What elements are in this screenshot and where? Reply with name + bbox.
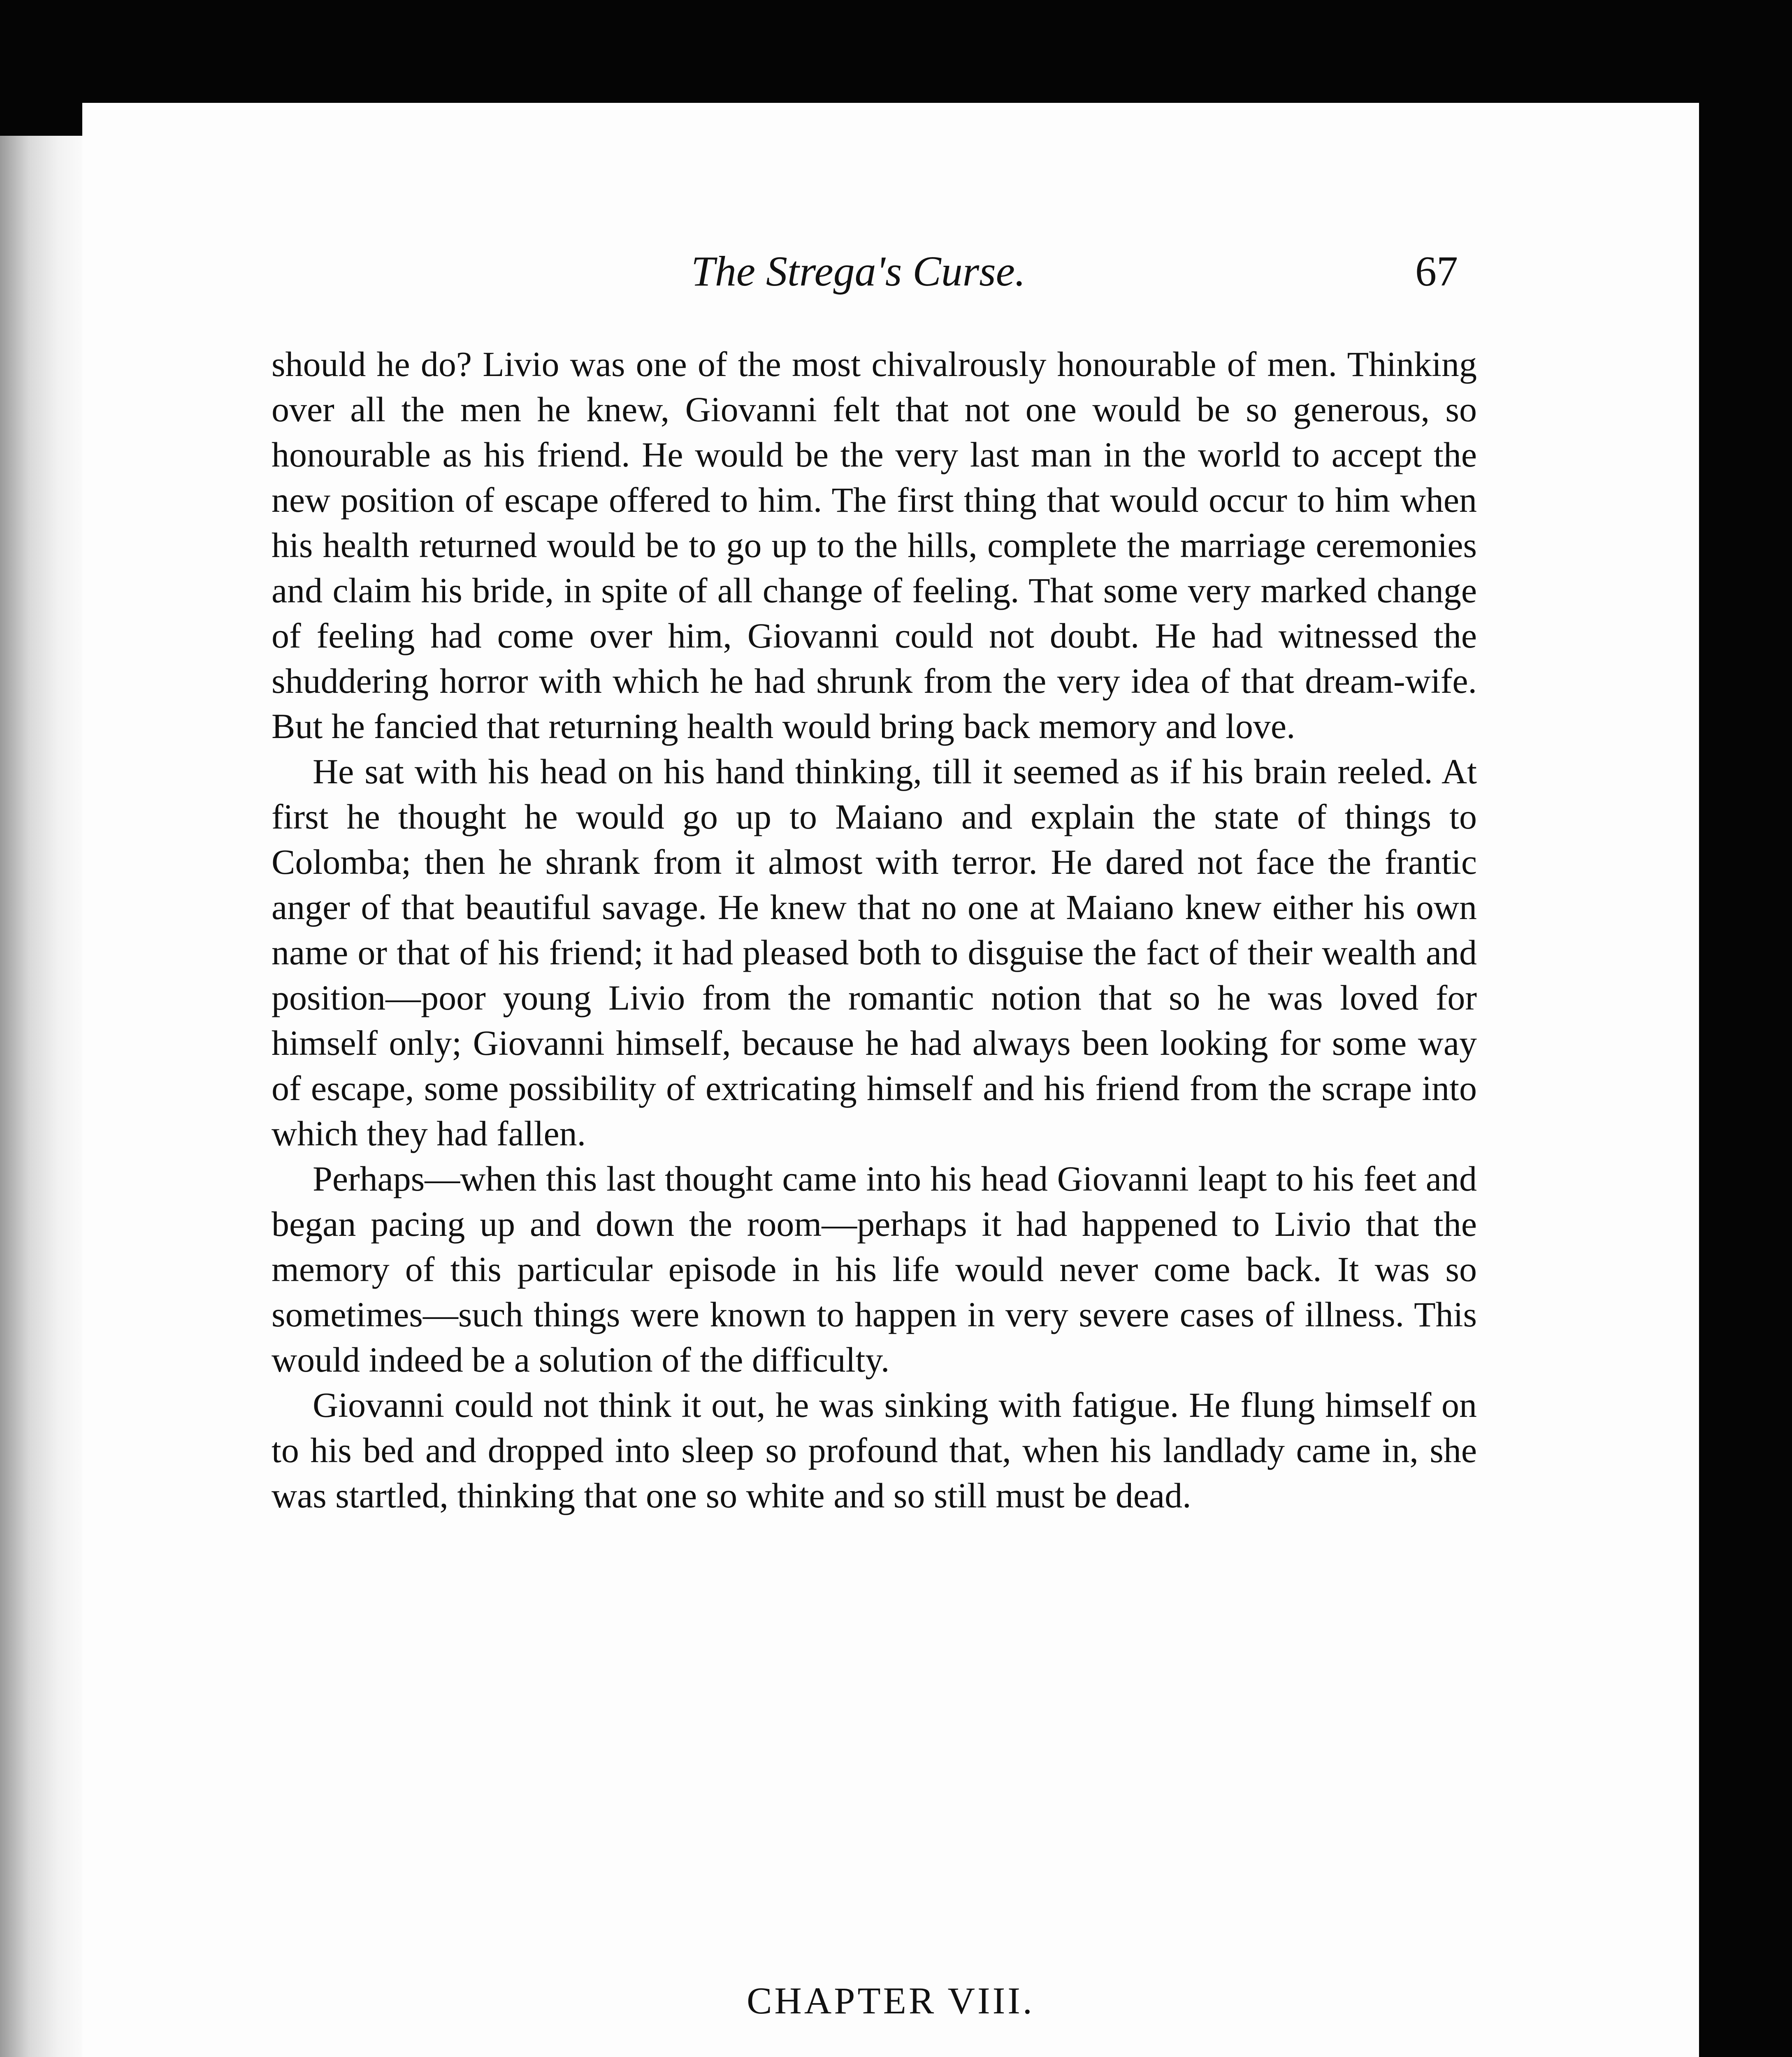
paragraph: should he do? Livio was one of the most chivalrously honourable of men. Thinking over all the men he knew, Giovanni felt that not one would be so generous, so honourable as his friend. He would be the very last man in the world to accept the new position of escape offered to him. The first thing that would occur to him when his health returned would be to go up to the hills, complete the marriage ceremonies and claim his bride, in spite of all change of feeling. That some very marked change of feeling had come over him, Giovanni could not doubt. He had witnessed the shuddering horror with which he had shrunk from the very idea of that dream-wife. But he fancied that returning health would bring back memory and love. [272, 344, 1477, 746]
chapter-heading: CHAPTER VIII. [747, 1980, 1035, 2022]
book-page [82, 103, 1699, 2057]
running-title: The Strega's Curse. [691, 248, 1026, 295]
page-header [82, 247, 1699, 304]
paragraph: He sat with his head on his hand thinking, till it seemed as if his brain reeled. At first he thought he would go up to Maiano and explain the state of things to Colomba; then he shrank from it almost with terror. He dared not face the frantic anger of that beautiful savage. He knew that no one at Maiano knew either his own name or that of his friend; it had pleased both to disguise the fact of their wealth and position—poor young Livio from the romantic notion that so he was loved for himself only; Giovanni himself, because he had always been looking for some way of escape, some possibility of extricating himself and his friend from the scrape into which they had fallen. [272, 752, 1477, 1153]
paragraph: Perhaps—when this last thought came into his head Giovanni leapt to his feet and began pacing up and down the room—perhaps it had happened to Livio that the memory of this particular episode in his life would never come back. It was so sometimes—such things were known to happen in very severe cases of illness. This would indeed be a solution of the difficulty. [272, 1159, 1477, 1379]
chapter-vii-ending-text [272, 341, 1477, 1518]
page-number: 67 [1415, 248, 1458, 295]
book-spine-edge [0, 136, 82, 2057]
paragraph: Giovanni could not think it out, he was sinking with fatigue. He flung himself on to his bed and dropped into sleep so profound that, when his landlady came in, she was startled, thinking that one so white and so still must be dead. [272, 1385, 1477, 1515]
